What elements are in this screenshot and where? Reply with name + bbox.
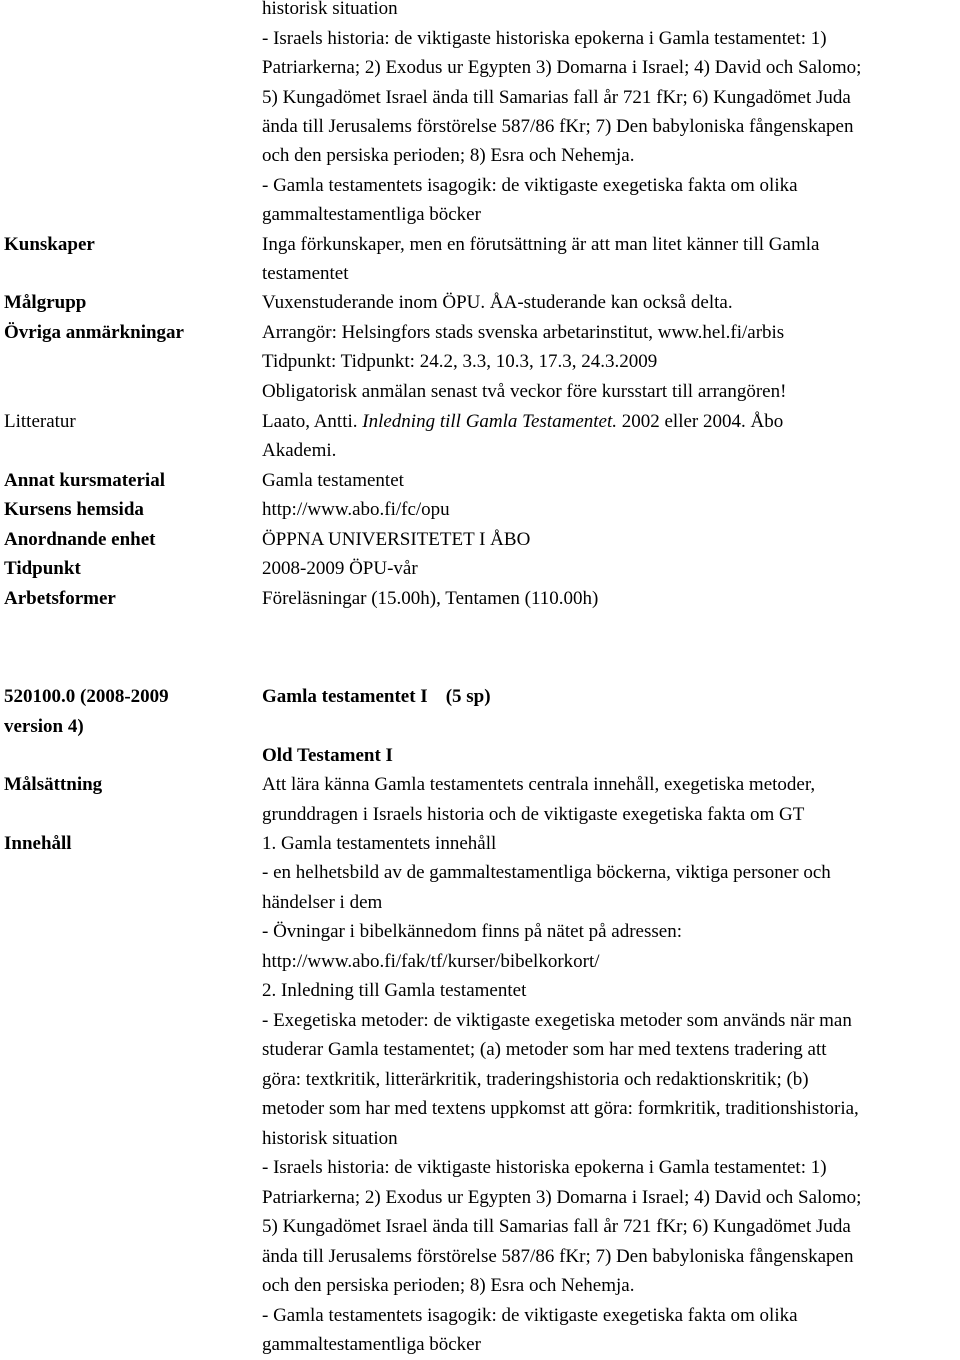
- innehall-line: historisk situation: [262, 1128, 398, 1149]
- tidpunkt-value: 2008-2009 ÖPU-vår: [262, 558, 418, 579]
- malgrupp-label: Målgrupp: [4, 292, 87, 313]
- innehall-line: ända till Jerusalems förstörelse 587/86 fKr; 7) Den babyloniska fångenskapen: [262, 1246, 854, 1267]
- innehall-line: 2. Inledning till Gamla testamentet: [262, 980, 527, 1001]
- content-line: 5) Kungadömet Israel ända till Samarias fall år 721 fKr; 6) Kungadömet Juda: [262, 87, 851, 108]
- arbetsformer-value: Föreläsningar (15.00h), Tentamen (110.00h): [262, 588, 599, 609]
- annat-value: Gamla testamentet: [262, 470, 404, 491]
- innehall-line: göra: textkritik, litterärkritik, traderingshistoria och redaktionskritik; (b): [262, 1069, 809, 1090]
- malsattning-value: Att lära känna Gamla testamentets centrala innehåll, exegetiska metoder,: [262, 774, 816, 795]
- innehall-line: 1. Gamla testamentets innehåll: [262, 833, 497, 854]
- litteratur-author: Laato, Antti.: [262, 411, 363, 432]
- innehall-line: gammaltestamentliga böcker: [262, 1334, 481, 1355]
- innehall-link[interactable]: http://www.abo.fi/fak/tf/kurser/bibelkorkort/: [262, 951, 600, 972]
- course-code: 520100.0 (2008-2009: [4, 686, 169, 707]
- ovriga-value: Tidpunkt: Tidpunkt: 24.2, 3.3, 10.3, 17.3, 24.3.2009: [262, 351, 658, 372]
- course-title: [262, 685, 491, 709]
- innehall-line: 5) Kungadömet Israel ända till Samarias fall år 721 fKr; 6) Kungadömet Juda: [262, 1216, 851, 1237]
- innehall-line: - Övningar i bibelkännedom finns på nätet på adressen:: [262, 921, 682, 942]
- litteratur-title: Inledning till Gamla Testamentet.: [362, 411, 617, 432]
- kunskaper-value: Inga förkunskaper, men en förutsättning är att man litet känner till Gamla: [262, 234, 820, 255]
- innehall-line: metoder som har med textens uppkomst att göra: formkritik, traditionshistoria,: [262, 1098, 859, 1119]
- innehall-line: - Israels historia: de viktigaste historiska epokerna i Gamla testamentet: 1): [262, 1157, 827, 1178]
- content-line: gammaltestamentliga böcker: [262, 204, 481, 225]
- innehall-line: och den persiska perioden; 8) Esra och Nehemja.: [262, 1275, 635, 1296]
- enhet-label: Anordnande enhet: [4, 529, 156, 550]
- content-line: historisk situation: [262, 0, 398, 19]
- course-code: version 4): [4, 716, 84, 737]
- innehall-line: - Exegetiska metoder: de viktigaste exegetiska metoder som används när man: [262, 1010, 852, 1031]
- enhet-value: ÖPPNA UNIVERSITETET I ÅBO: [262, 529, 531, 550]
- innehall-line: Patriarkerna; 2) Exodus ur Egypten 3) Domarna i Israel; 4) David och Salomo;: [262, 1187, 862, 1208]
- course-credits: (5 sp): [445, 686, 491, 707]
- ovriga-value: Obligatorisk anmälan senast två veckor före kursstart till arrangören!: [262, 381, 787, 402]
- hemsida-link[interactable]: http://www.abo.fi/fc/opu: [262, 499, 450, 520]
- course-subtitle: Old Testament I: [262, 745, 393, 766]
- litteratur-value: Akademi.: [262, 440, 337, 461]
- tidpunkt-label: Tidpunkt: [4, 558, 81, 579]
- innehall-line: - Gamla testamentets isagogik: de viktigaste exegetiska fakta om olika: [262, 1305, 798, 1326]
- kunskaper-label: Kunskaper: [4, 234, 95, 255]
- kunskaper-value: testamentet: [262, 263, 349, 284]
- litteratur-value: [262, 410, 783, 434]
- hemsida-label: Kursens hemsida: [4, 499, 144, 520]
- arbetsformer-label: Arbetsformer: [4, 588, 116, 609]
- innehall-label: Innehåll: [4, 833, 72, 854]
- malsattning-value: grunddragen i Israels historia och de viktigaste exegetiska fakta om GT: [262, 804, 805, 825]
- course-title-text: Gamla testamentet I: [262, 686, 428, 707]
- litteratur-label: Litteratur: [4, 411, 76, 432]
- content-line: - Gamla testamentets isagogik: de viktigaste exegetiska fakta om olika: [262, 175, 798, 196]
- content-line: Patriarkerna; 2) Exodus ur Egypten 3) Domarna i Israel; 4) David och Salomo;: [262, 57, 862, 78]
- malgrupp-value: Vuxenstuderande inom ÖPU. ÅA-studerande kan också delta.: [262, 292, 733, 313]
- malsattning-label: Målsättning: [4, 774, 103, 795]
- innehall-line: händelser i dem: [262, 892, 383, 913]
- content-line: - Israels historia: de viktigaste historiska epokerna i Gamla testamentet: 1): [262, 28, 827, 49]
- litteratur-publisher: 2002 eller 2004. Åbo: [617, 411, 784, 432]
- content-line: ända till Jerusalems förstörelse 587/86 fKr; 7) Den babyloniska fångenskapen: [262, 116, 854, 137]
- innehall-line: - en helhetsbild av de gammaltestamentliga böckerna, viktiga personer och: [262, 862, 831, 883]
- ovriga-label: Övriga anmärkningar: [4, 322, 184, 343]
- content-line: och den persiska perioden; 8) Esra och Nehemja.: [262, 145, 635, 166]
- innehall-line: studerar Gamla testamentet; (a) metoder som har med textens tradering att: [262, 1039, 827, 1060]
- annat-label: Annat kursmaterial: [4, 470, 165, 491]
- ovriga-value: Arrangör: Helsingfors stads svenska arbetarinstitut, www.hel.fi/arbis: [262, 322, 785, 343]
